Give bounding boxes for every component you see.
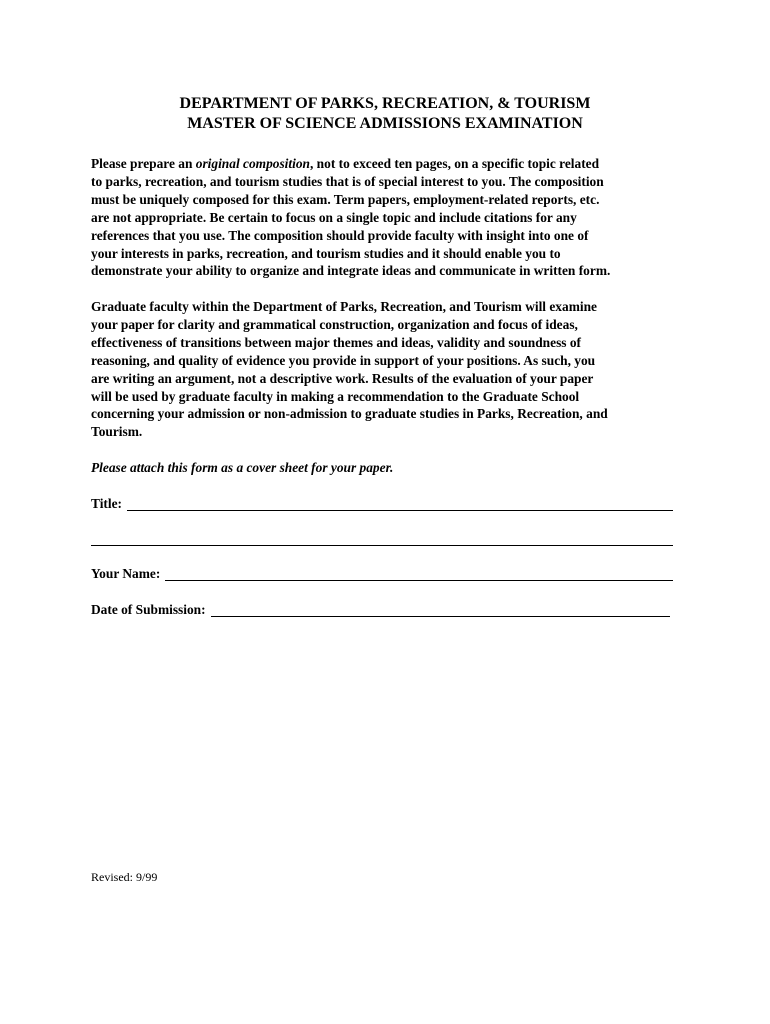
title-continuation-blank-line[interactable] — [91, 531, 673, 546]
evaluation-paragraph — [91, 298, 681, 441]
paragraph-line: reasoning, and quality of evidence you provide in support of your positions. As such, you — [91, 352, 596, 368]
paragraph-line — [91, 155, 681, 173]
date-label: Date of Submission: — [91, 602, 206, 617]
paragraph-line: your interests in parks, recreation, and tourism studies and it should enable you to — [91, 245, 561, 261]
title-label: Title: — [91, 496, 122, 511]
emphasis-text: original composition — [195, 156, 310, 171]
paragraph-line: to parks, recreation, and tourism studies that is of special interest to you. The composition — [91, 173, 604, 189]
revision-note: Revised: 9/99 — [91, 870, 158, 884]
name-field-row — [91, 565, 673, 583]
date-field-row — [91, 601, 670, 619]
attach-note: Please attach this form as a cover sheet for your paper. — [91, 460, 394, 475]
paragraph-line: your paper for clarity and grammatical construction, organization and focus of ideas, — [91, 316, 578, 332]
paragraph-line: concerning your admission or non-admission to graduate studies in Parks, Recreation, and — [91, 406, 608, 422]
instructions-paragraph — [91, 155, 681, 280]
title-field-row — [91, 495, 673, 513]
lead-text: Please prepare an — [91, 156, 196, 171]
department-title: DEPARTMENT OF PARKS, RECREATION, & TOURISM — [179, 95, 591, 112]
paragraph-line: Tourism. — [91, 424, 143, 440]
paragraph-line: demonstrate your ability to organize and integrate ideas and communicate in written form. — [91, 263, 611, 279]
paragraph-line: are writing an argument, not a descriptive work. Results of the evaluation of your paper — [91, 370, 594, 386]
paragraph-line: effectiveness of transitions between major themes and ideas, validity and soundness of — [91, 334, 582, 350]
paragraph-line: will be used by graduate faculty in making a recommendation to the Graduate School — [91, 388, 580, 404]
exam-title: MASTER OF SCIENCE ADMISSIONS EXAMINATION — [187, 115, 583, 132]
name-blank-line[interactable] — [165, 566, 673, 581]
paragraph-line: Graduate faculty within the Department of Parks, Recreation, and Tourism will examine — [91, 299, 597, 314]
document-header — [0, 94, 770, 134]
paragraph-line: references that you use. The composition should provide faculty with insight into one of — [91, 227, 589, 243]
paragraph-line: are not appropriate. Be certain to focus on a single topic and include citations for any — [91, 209, 577, 225]
title-blank-line[interactable] — [127, 496, 673, 511]
name-label: Your Name: — [91, 566, 161, 581]
paragraph-line: must be uniquely composed for this exam. Term papers, employment-related reports, etc. — [91, 191, 600, 207]
date-blank-line[interactable] — [211, 602, 670, 617]
title-continuation-row — [91, 531, 673, 548]
lead-text-continued: , not to exceed ten pages, on a specific topic related — [309, 156, 600, 171]
